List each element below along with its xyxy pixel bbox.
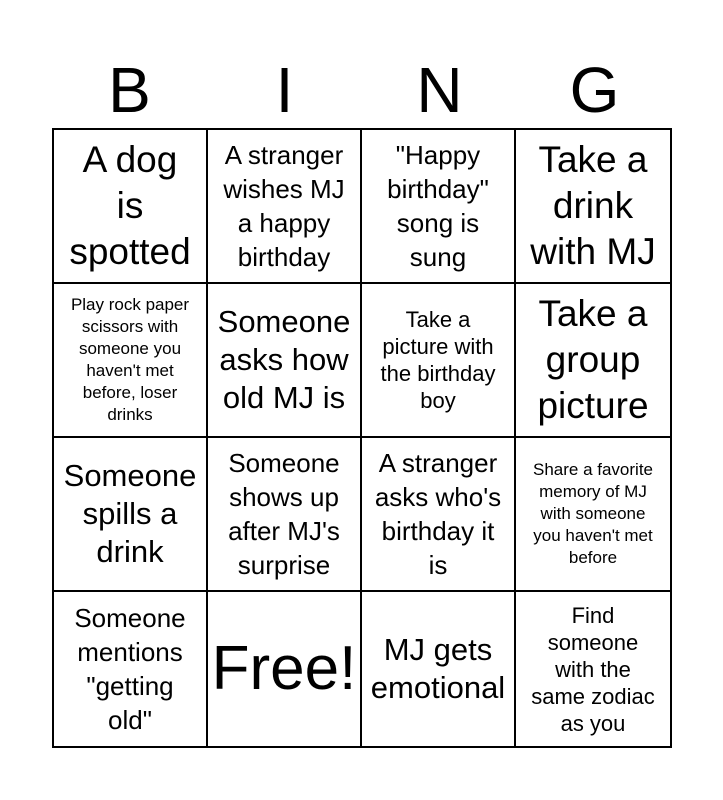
bingo-cell[interactable] [54, 592, 208, 746]
cell-text: MJ gets emotional [370, 632, 506, 705]
header-letter-g: G [569, 54, 620, 126]
cell-text: Someone mentions "getting old" [74, 603, 186, 735]
cell-text: Take a picture with the birthday boy [380, 307, 496, 413]
header-letter-b: B [108, 54, 151, 126]
bingo-cell[interactable] [362, 438, 516, 592]
bingo-cell[interactable] [362, 592, 516, 746]
bingo-cell[interactable] [54, 130, 208, 284]
cell-text: A dog is spotted [69, 139, 191, 272]
bingo-cell[interactable] [208, 130, 362, 284]
bingo-cell[interactable] [516, 130, 670, 284]
bingo-cell[interactable] [208, 438, 362, 592]
bingo-header [52, 52, 672, 128]
bingo-cell[interactable] [516, 284, 670, 438]
cell-text: Take a group picture [537, 293, 649, 426]
header-letter-i: I [275, 54, 294, 126]
bingo-cell[interactable] [208, 284, 362, 438]
cell-text: Someone spills a drink [63, 458, 197, 569]
bingo-cell[interactable] [54, 438, 208, 592]
bingo-cell[interactable] [516, 592, 670, 746]
bingo-cell[interactable] [362, 284, 516, 438]
cell-text: Someone shows up after MJ's surprise [228, 448, 340, 580]
free-cell[interactable] [208, 592, 362, 746]
bingo-cell[interactable] [54, 284, 208, 438]
bingo-cell[interactable] [516, 438, 670, 592]
bingo-cell[interactable] [362, 130, 516, 284]
free-text: Free! [211, 634, 357, 703]
cell-text: A stranger asks who's birthday it is [374, 448, 502, 580]
cell-text: Take a drink with MJ [530, 139, 656, 272]
cell-text: Play rock paper scissors with someone you haven't met before, loser drinks [70, 295, 190, 424]
cell-text: A stranger wishes MJ a happy birthday [223, 140, 345, 272]
cell-text: Share a favorite memory of MJ with someone you haven't met before [532, 460, 653, 567]
cell-text: "Happy birthday" song is sung [387, 140, 489, 272]
header-letter-n: N [416, 54, 463, 126]
cell-text: Find someone with the same zodiac as you [531, 602, 655, 736]
cell-text: Someone asks how old MJ is [217, 304, 351, 415]
bingo-board [52, 128, 672, 748]
